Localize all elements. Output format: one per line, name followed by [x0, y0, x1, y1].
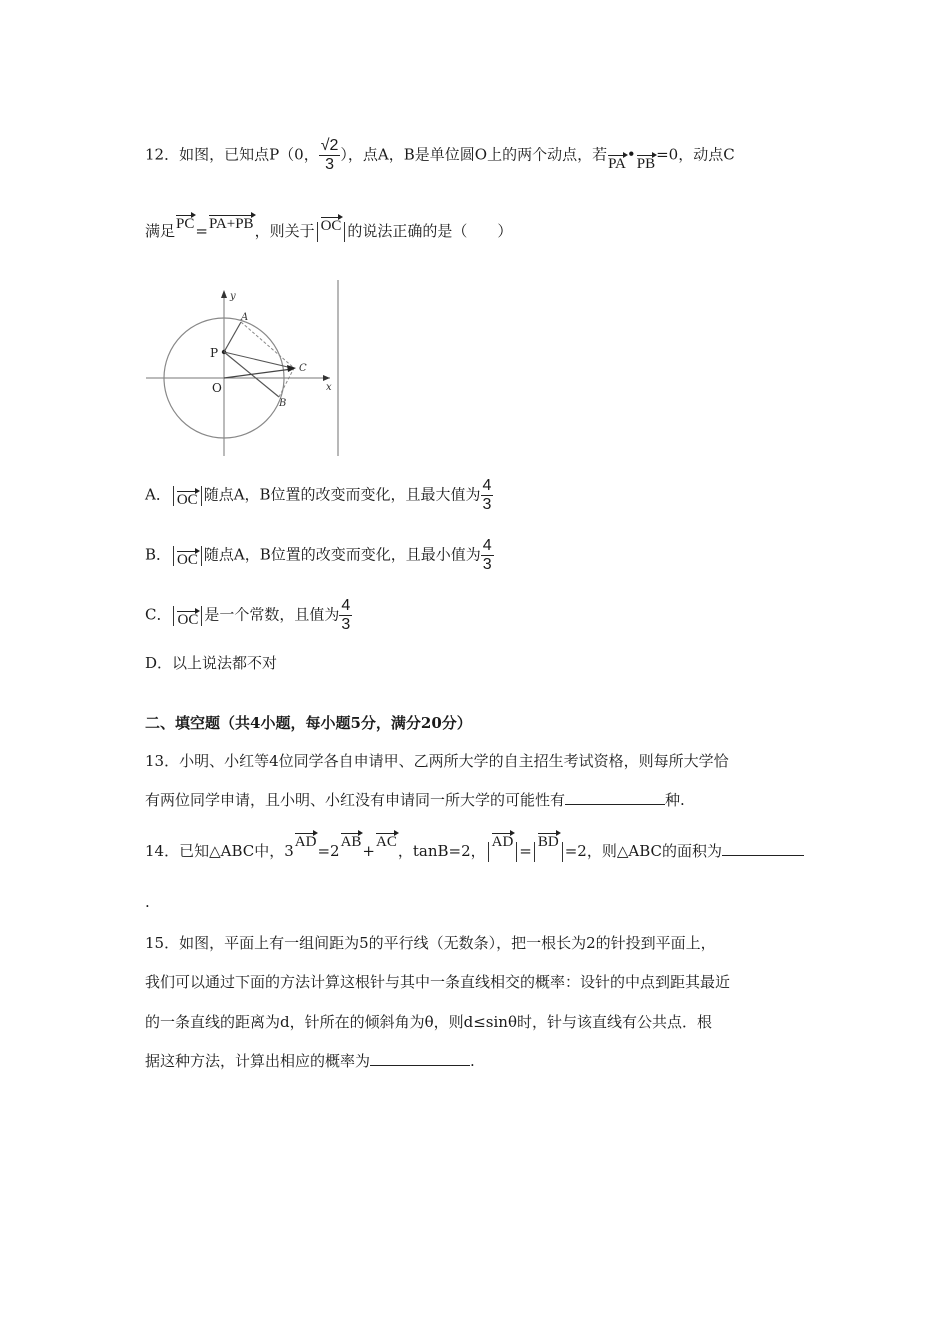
vector-oc: OC — [177, 551, 198, 568]
section-title: 二、填空题（共4小题，每小题5分，满分20分） — [145, 714, 472, 732]
option-b: B． OC 随点A，B位置的改变而变化，且最小值为 $\frac{4}{3}$ — [145, 537, 492, 573]
option-d: D．以上说法都不对 — [145, 654, 278, 672]
q15-line2: 我们可以通过下面的方法计算这根针与其中一条直线相交的概率：设针的中点到距其最近 — [145, 973, 731, 991]
q12-fraction: $\frac{√2}{3}$ — [320, 137, 339, 173]
fraction: $\frac{4}{3}$ — [482, 537, 492, 573]
q15-line4: 据这种方法，计算出相应的概率为 . — [145, 1052, 475, 1070]
q13-line1: 13．小明、小红等4位同学各自申请甲、乙两所大学的自主招生考试资格，则每所大学恰 — [145, 752, 729, 770]
label-y: y — [230, 291, 236, 302]
fraction: $\frac{4}{3}$ — [341, 597, 351, 633]
unit-circle-figure — [142, 278, 342, 458]
q12-line1: 12．如图，已知点P（0， $\frac{√2}{3}$ ），点A，B是单位圆O上的两个动点，若PA•PB=0，动点C — [145, 137, 735, 173]
vector-oc: OC — [320, 218, 342, 234]
vector-ad: AD — [294, 834, 317, 850]
label-a: A — [241, 312, 249, 323]
vector-bd: BD — [537, 834, 559, 850]
abs-bar-right — [344, 222, 345, 242]
vector-pb: PB — [636, 155, 656, 172]
vector-pc: PC — [176, 216, 195, 232]
abs-bar-left — [317, 222, 318, 242]
fraction: $\frac{4}{3}$ — [482, 477, 492, 513]
q14-line: 14．已知△ABC中，3AD=2AB+AC，tanB=2， AD = BD =2，则△ABC的面积为 — [145, 840, 804, 862]
q15-line3: 的一条直线的距离为d，针所在的倾斜角为θ，则d≤sinθ时，针与该直线有公共点．根 — [145, 1013, 712, 1031]
answer-blank[interactable] — [370, 1051, 470, 1066]
answer-blank[interactable] — [565, 790, 665, 805]
label-b: B — [279, 398, 287, 409]
option-c: C． OC 是一个常数，且值为 $\frac{4}{3}$ — [145, 597, 351, 633]
label-p: P — [210, 346, 219, 360]
q12-text-c: =0，动点C — [656, 145, 735, 164]
vector-oc: OC — [177, 611, 199, 628]
option-a: A． OC 随点A，B位置的改变而变化，且最大值为 $\frac{4}{3}$ — [145, 477, 492, 513]
q15-line1: 15．如图，平面上有一组间距为5的平行线（无数条），把一根长为2的针投到平面上， — [145, 934, 716, 952]
q12-text-b: ），点A，B是单位圆O上的两个动点，若 — [340, 145, 608, 164]
label-x: x — [326, 382, 332, 393]
q12-text-a: 如图，已知点P（0， — [179, 145, 319, 164]
vector-ab: AB — [340, 834, 362, 850]
label-o: O — [212, 381, 222, 395]
vector-sum: PA+PB — [208, 216, 254, 232]
answer-blank[interactable] — [722, 841, 804, 856]
vector-ac: AC — [376, 834, 397, 850]
q12-num: 12． — [145, 145, 180, 164]
q13-line2: 有两位同学申请，且小明、小红没有申请同一所大学的可能性有 种. — [145, 791, 685, 809]
q14-dot: . — [145, 893, 150, 911]
label-c: C — [299, 363, 307, 374]
vector-ad: AD — [491, 834, 514, 850]
vector-oc: OC — [176, 491, 198, 508]
vector-pa: PA — [608, 155, 626, 172]
q12-line2: 满足PC=PA+PB，则关于 OC 的说法正确的是（ ） — [145, 216, 513, 240]
